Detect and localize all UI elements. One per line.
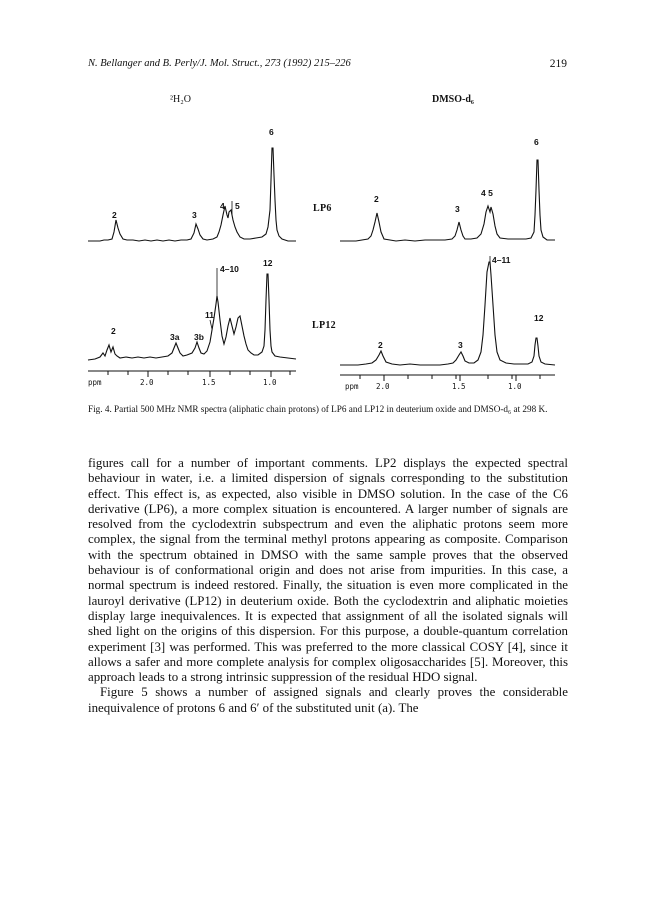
page-number: 219 xyxy=(549,58,567,70)
solvent-label-d2o: ²H₂O xyxy=(170,94,191,105)
peak-label: 4 5 xyxy=(481,188,493,198)
spectrum-lp6-d2o xyxy=(88,148,296,241)
axis-tick-label: 1.0 xyxy=(508,382,522,391)
axis-ticks-right xyxy=(360,375,540,381)
peak-label: 6 xyxy=(269,127,274,137)
peak-label: 2 xyxy=(378,340,383,350)
axis-tick-label: 2.0 xyxy=(140,378,154,387)
axis-tick-label: 2.0 xyxy=(376,382,390,391)
peak-label: 2 xyxy=(112,210,117,220)
body-text xyxy=(88,456,568,716)
paragraph: figures call for a number of important comments. LP2 displays the expected spectral behaviour in water, i.e. a limited dispersion of signals corresponding to the substitution effect. This effect is, as expected, also visible in DMSO solution. In the case of the C6 derivative (LP6), a more complex situation is encountered. A larger number of signals are resolved from the cyclodextrin subspectrum and even the aliphatic protons seem more complex, the signal from the terminal methyl protons appearing as composite. Comparison with the spectrum obtained in DMSO with the same sample proves that the observed behaviour is of conformational origin and does not arise from impurities. In this case, a normal spectrum is indeed restored. Finally, the situation is even more complicated in the lauroyl derivative (LP12) in deuterium oxide. Both the cyclodextrin and aliphatic moieties display large inequivalences. It is expected that assignment of all the isolated signals will shed light on the origins of this dispersion. For this purpose, a double-quantum correlation experiment [3] was performed. This was preferred to the more classical COSY [4], since it allows a safer and more complete analysis for complex oligosaccharides [5]. Moreover, this approach leads to a strong intrinsic suppression of the residual HDO signal. xyxy=(88,456,568,685)
peak-label: 12 xyxy=(263,258,273,268)
nmr-spectra-figure xyxy=(0,0,655,400)
figure-caption: Fig. 4. Partial 500 MHz NMR spectra (aliphatic chain protons) of LP6 and LP12 in deuterium oxide and DMSO-d₆ at 298 K. xyxy=(88,404,548,414)
peak-label: 2 xyxy=(374,194,379,204)
peak-label: 3 xyxy=(458,340,463,350)
axis-tick-label: 1.0 xyxy=(263,378,277,387)
paragraph: Figure 5 shows a number of assigned signals and clearly proves the considerable inequivalence of protons 6 and 6′ of the substituted unit (a). The xyxy=(88,685,568,715)
axis-unit-left: ppm xyxy=(88,378,102,387)
peak-label: 5 xyxy=(235,201,240,211)
peak-label: 12 xyxy=(534,313,544,323)
axis-unit-right: ppm xyxy=(345,382,359,391)
peak-label: 2 xyxy=(111,326,116,336)
axis-tick-label: 1.5 xyxy=(452,382,466,391)
peak-label: 3b xyxy=(194,332,204,342)
peak-label: 3 xyxy=(455,204,460,214)
axis-ticks-left xyxy=(108,371,290,377)
sample-label-lp6: LP6 xyxy=(313,203,332,214)
peak-label: 3a xyxy=(170,332,180,342)
spectrum-lp12-dmso xyxy=(340,262,555,365)
peak-label: 3 xyxy=(192,210,197,220)
peak-label: 6 xyxy=(534,137,539,147)
peak-label: 4 xyxy=(220,201,225,211)
peak-label: 4–10 xyxy=(220,264,239,274)
peak-label: 11 xyxy=(205,310,214,320)
solvent-label-dmso: DMSO-d₆ xyxy=(432,94,474,105)
leader-line xyxy=(210,320,212,329)
spectrum-lp6-dmso xyxy=(340,160,555,241)
axis-tick-label: 1.5 xyxy=(202,378,216,387)
citation: N. Bellanger and B. Perly/J. Mol. Struct., 273 (1992) 215–226 xyxy=(88,58,351,69)
peak-label: 4–11 xyxy=(492,255,511,265)
sample-label-lp12: LP12 xyxy=(312,320,336,331)
spectrum-lp12-d2o xyxy=(88,274,296,360)
